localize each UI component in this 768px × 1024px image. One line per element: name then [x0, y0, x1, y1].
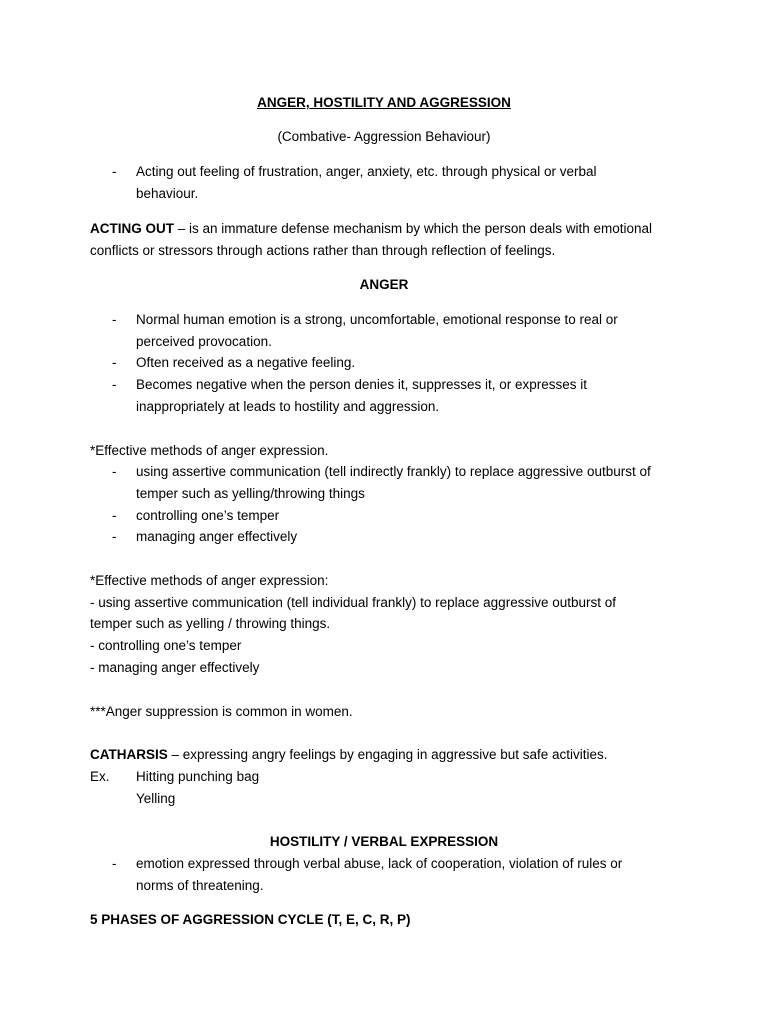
anger-bullet-3-line1: Becomes negative when the person denies it, suppresses it, or expresses it	[136, 377, 587, 392]
anger-bullet-3-line2: inappropriately at leads to hostility and aggression.	[136, 399, 440, 414]
methods-2-heading: *Effective methods of anger expression:	[90, 573, 329, 588]
catharsis-definition	[90, 744, 608, 766]
acting-out-text: – is an immature defense mechanism by which the person deals with emotional	[174, 221, 652, 236]
hostility-heading: HOSTILITY / VERBAL EXPRESSION	[269, 834, 499, 849]
anger-bullet-1-line1: Normal human emotion is a strong, uncomfortable, emotional response to real or	[136, 312, 618, 327]
bullet-dash: -	[112, 377, 117, 392]
bullet-dash: -	[112, 164, 117, 179]
bullet-dash: -	[112, 355, 117, 370]
bullet-dash: -	[112, 464, 117, 479]
catharsis-example-1: Hitting punching bag	[136, 769, 260, 784]
methods-1-bullet-1-line1: using assertive communication (tell indirectly frankly) to replace aggressive outburst of	[136, 464, 651, 479]
methods-1-bullet-2: controlling one’s temper	[136, 508, 280, 523]
hostility-bullet-line2: norms of threatening.	[136, 878, 264, 893]
acting-out-term: ACTING OUT	[90, 221, 174, 236]
methods-2-line4: - managing anger effectively	[90, 660, 260, 675]
anger-suppression-note: ***Anger suppression is common in women.	[90, 704, 353, 719]
document-subtitle: (Combative- Aggression Behaviour)	[277, 129, 491, 144]
acting-out-definition	[90, 218, 652, 240]
methods-1-bullet-3: managing anger effectively	[136, 529, 298, 544]
document-title: ANGER, HOSTILITY AND AGGRESSION	[257, 95, 511, 110]
hostility-bullet-line1: emotion expressed through verbal abuse, lack of cooperation, violation of rules or	[136, 856, 623, 871]
anger-bullet-1-line2: perceived provocation.	[136, 334, 272, 349]
methods-2-line2: temper such as yelling / throwing things.	[90, 616, 331, 631]
methods-1-bullet-1-line2: temper such as yelling/throwing things	[136, 486, 365, 501]
intro-bullet-line2: behaviour.	[136, 186, 199, 201]
phases-heading: 5 PHASES OF AGGRESSION CYCLE (T, E, C, R, P)	[90, 912, 411, 927]
methods-2-line3: - controlling one’s temper	[90, 638, 242, 653]
bullet-dash: -	[112, 529, 117, 544]
bullet-dash: -	[112, 312, 117, 327]
catharsis-ex-label: Ex.	[90, 769, 110, 784]
acting-out-line2: conflicts or stressors through actions rather than through reflection of feelings.	[90, 243, 556, 258]
catharsis-text: – expressing angry feelings by engaging in aggressive but safe activities.	[167, 747, 608, 762]
catharsis-example-2: Yelling	[136, 791, 176, 806]
bullet-dash: -	[112, 508, 117, 523]
anger-bullet-2-line1: Often received as a negative feeling.	[136, 355, 356, 370]
methods-2-line1: - using assertive communication (tell individual frankly) to replace aggressive outburst of	[90, 595, 616, 610]
intro-bullet-line1: Acting out feeling of frustration, anger, anxiety, etc. through physical or verbal	[136, 164, 597, 179]
catharsis-term: CATHARSIS	[90, 747, 168, 762]
methods-1-heading: *Effective methods of anger expression.	[90, 443, 329, 458]
bullet-dash: -	[112, 856, 117, 871]
anger-heading: ANGER	[359, 277, 409, 292]
